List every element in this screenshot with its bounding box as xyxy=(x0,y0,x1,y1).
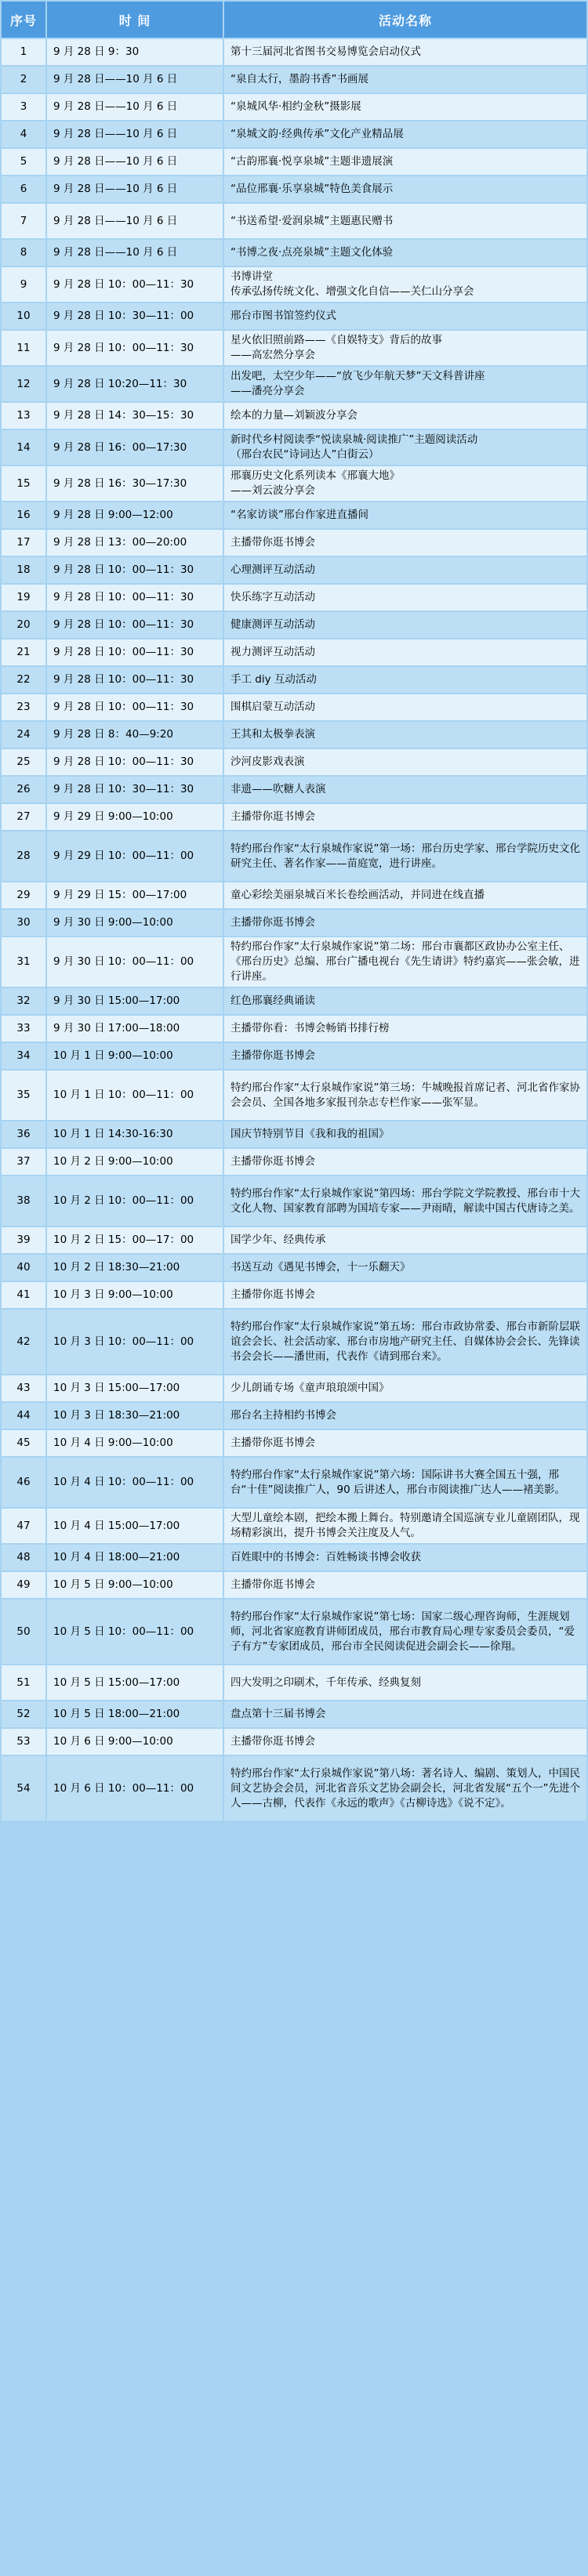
row-index: 14 xyxy=(2,430,45,465)
row-time: 9 月 28 日 8：40—9:20 xyxy=(47,722,223,748)
row-index: 41 xyxy=(2,1282,45,1308)
row-time: 9 月 28 日 13：00—20:00 xyxy=(47,530,223,556)
row-time: 10 月 5 日 15:00—17:00 xyxy=(47,1665,223,1700)
row-index: 21 xyxy=(2,639,45,665)
row-time: 9 月 29 日 15：00—17:00 xyxy=(47,882,223,908)
row-activity: 新时代乡村阅读季“悦读泉城·阅读推广”主题阅读活动 （邢台农民“诗词达人”白街云） xyxy=(224,430,586,465)
row-index: 52 xyxy=(2,1701,45,1727)
row-index: 33 xyxy=(2,1016,45,1042)
row-index: 28 xyxy=(2,831,45,881)
row-activity: 百姓眼中的书博会：百姓畅谈书博会收获 xyxy=(224,1545,586,1571)
row-activity: 主播带你逛书博会 xyxy=(224,1572,586,1598)
row-time: 10 月 3 日 10：00—11：00 xyxy=(47,1310,223,1374)
row-activity: “名家访谈”邢台作家进直播间 xyxy=(224,502,586,528)
row-time: 9 月 30 日 10：00—11：00 xyxy=(47,937,223,987)
row-time: 10 月 1 日 14:30-16:30 xyxy=(47,1121,223,1147)
row-index: 46 xyxy=(2,1458,45,1507)
row-time: 9 月 28 日——10 月 6 日 xyxy=(47,67,223,92)
row-index: 45 xyxy=(2,1430,45,1456)
row-activity: 出发吧，太空少年——“放飞少年航天梦”天文科普讲座 ——潘亮分享会 xyxy=(224,367,586,401)
row-activity: 主播带你看：书博会畅销书排行榜 xyxy=(224,1016,586,1042)
row-activity: “书送希望·爱润泉城”主题惠民赠书 xyxy=(224,204,586,238)
row-index: 1 xyxy=(2,39,45,65)
row-activity: 主播带你逛书博会 xyxy=(224,804,586,830)
row-activity: “泉城文韵·经典传承”文化产业精品展 xyxy=(224,121,586,147)
row-index: 51 xyxy=(2,1665,45,1700)
row-index: 38 xyxy=(2,1176,45,1226)
row-index: 6 xyxy=(2,176,45,202)
row-index: 49 xyxy=(2,1572,45,1598)
row-activity: 盘点第十三届书博会 xyxy=(224,1701,586,1727)
row-time: 9 月 28 日——10 月 6 日 xyxy=(47,240,223,266)
row-activity: 绘本的力量—刘颖波分享会 xyxy=(224,403,586,429)
row-time: 9 月 28 日 10：30—11：30 xyxy=(47,777,223,803)
header-activity: 活动名称 xyxy=(224,2,586,38)
row-time: 10 月 2 日 15：00—17：00 xyxy=(47,1227,223,1253)
row-activity: 特约邢台作家“太行泉城作家说”第六场：国际讲书大赛全国五十强，邢台“十佳”阅读推广人，90 后讲述人，邢台市阅读推广达人——褚美影。 xyxy=(224,1458,586,1507)
row-time: 9 月 28 日 10:20—11：30 xyxy=(47,367,223,401)
row-index: 31 xyxy=(2,937,45,987)
row-time: 9 月 28 日——10 月 6 日 xyxy=(47,176,223,202)
row-activity: 国学少年、经典传承 xyxy=(224,1227,586,1253)
row-index: 5 xyxy=(2,149,45,175)
row-activity: 主播带你逛书博会 xyxy=(224,1043,586,1069)
row-activity: 健康测评互动活动 xyxy=(224,612,586,638)
row-time: 10 月 3 日 18:30—21:00 xyxy=(47,1403,223,1429)
row-time: 10 月 4 日 18:00—21:00 xyxy=(47,1545,223,1571)
row-time: 9 月 28 日——10 月 6 日 xyxy=(47,204,223,238)
row-time: 9 月 28 日 9：30 xyxy=(47,39,223,65)
row-time: 9 月 28 日 16：30—17:30 xyxy=(47,466,223,501)
row-index: 48 xyxy=(2,1545,45,1571)
row-activity: 第十三届河北省图书交易博览会启动仪式 xyxy=(224,39,586,65)
header-time: 时 间 xyxy=(47,2,223,38)
row-index: 44 xyxy=(2,1403,45,1429)
row-index: 47 xyxy=(2,1509,45,1543)
row-activity: 特约邢台作家“太行泉城作家说”第四场：邢台学院文学院教授、邢台市十大文化人物、国家教育部聘为国培专家——尹雨晴，解读中国古代唐诗之美。 xyxy=(224,1176,586,1226)
row-activity: 主播带你逛书博会 xyxy=(224,1282,586,1308)
row-time: 10 月 3 日 9:00—10:00 xyxy=(47,1282,223,1308)
row-index: 12 xyxy=(2,367,45,401)
row-time: 10 月 5 日 9:00—10:00 xyxy=(47,1572,223,1598)
row-index: 18 xyxy=(2,557,45,583)
row-activity: 大型儿童绘本剧，把绘本搬上舞台。特别邀请全国巡演专业儿童剧团队，现场精彩演出，提升书博会关注度及人气。 xyxy=(224,1509,586,1543)
row-time: 9 月 30 日 17:00—18:00 xyxy=(47,1016,223,1042)
row-activity: 视力测评互动活动 xyxy=(224,639,586,665)
row-time: 10 月 2 日 18:30—21:00 xyxy=(47,1255,223,1281)
row-activity: 四大发明之印刷术，千年传承、经典复刻 xyxy=(224,1665,586,1700)
row-activity: 邢台市图书馆签约仪式 xyxy=(224,303,586,329)
row-time: 9 月 29 日 9:00—10:00 xyxy=(47,804,223,830)
row-activity: 围棋启蒙互动活动 xyxy=(224,694,586,720)
row-time: 9 月 28 日 16：00—17:30 xyxy=(47,430,223,465)
row-time: 10 月 4 日 10：00—11：00 xyxy=(47,1458,223,1507)
row-time: 9 月 28 日 10：30—11：00 xyxy=(47,303,223,329)
row-activity: “泉自太行，墨韵书香”书画展 xyxy=(224,67,586,92)
row-time: 9 月 28 日——10 月 6 日 xyxy=(47,94,223,120)
row-time: 9 月 28 日 10：00—11：30 xyxy=(47,612,223,638)
row-activity: 少儿朗诵专场《童声琅琅颂中国》 xyxy=(224,1375,586,1401)
row-activity: 红色邢襄经典诵读 xyxy=(224,988,586,1014)
row-index: 16 xyxy=(2,502,45,528)
row-activity: 书博讲堂 传承弘扬传统文化、增强文化自信——关仁山分享会 xyxy=(224,267,586,302)
row-index: 27 xyxy=(2,804,45,830)
row-index: 23 xyxy=(2,694,45,720)
row-time: 9 月 28 日 9:00—12:00 xyxy=(47,502,223,528)
row-index: 29 xyxy=(2,882,45,908)
row-activity: 快乐练字互动活动 xyxy=(224,585,586,610)
row-activity: 王其和太极拳表演 xyxy=(224,722,586,748)
row-time: 9 月 28 日 10：00—11：30 xyxy=(47,557,223,583)
row-index: 26 xyxy=(2,777,45,803)
row-index: 17 xyxy=(2,530,45,556)
row-index: 19 xyxy=(2,585,45,610)
row-time: 9 月 28 日 14：30—15：30 xyxy=(47,403,223,429)
row-time: 9 月 28 日——10 月 6 日 xyxy=(47,149,223,175)
row-index: 35 xyxy=(2,1071,45,1120)
row-activity: 特约邢台作家“太行泉城作家说”第五场：邢台市政协常委、邢台市新阶层联谊会会长、社会活动家、邢台市房地产研究主任、自媒体协会会长、先锋读书会会长——潘世雨，代表作《请到邢台来》。 xyxy=(224,1310,586,1374)
row-index: 8 xyxy=(2,240,45,266)
row-activity: 特约邢台作家“太行泉城作家说”第七场：国家二级心理咨询师，生涯规划师，河北省家庭教育讲师团成员，邢台市教育局心理专家委员会委员，“爱子有方”专家团成员，邢台市全民阅读促进会副会长——徐翔。 xyxy=(224,1600,586,1664)
row-activity: 主播带你逛书博会 xyxy=(224,1149,586,1175)
row-activity: 心理测评互动活动 xyxy=(224,557,586,583)
row-index: 42 xyxy=(2,1310,45,1374)
row-index: 50 xyxy=(2,1600,45,1664)
row-index: 54 xyxy=(2,1756,45,1821)
row-index: 9 xyxy=(2,267,45,302)
schedule-grid xyxy=(2,2,586,1821)
row-activity: 国庆节特别节目《我和我的祖国》 xyxy=(224,1121,586,1147)
row-activity: “品位邢襄·乐享泉城”特色美食展示 xyxy=(224,176,586,202)
row-index: 40 xyxy=(2,1255,45,1281)
row-index: 13 xyxy=(2,403,45,429)
row-index: 15 xyxy=(2,466,45,501)
row-index: 3 xyxy=(2,94,45,120)
row-activity: 星火依旧照前路——《自娱特支》背后的故事 ——高宏然分享会 xyxy=(224,331,586,365)
row-time: 9 月 30 日 9:00—10:00 xyxy=(47,910,223,936)
row-time: 10 月 2 日 9:00—10:00 xyxy=(47,1149,223,1175)
row-index: 39 xyxy=(2,1227,45,1253)
row-time: 10 月 5 日 18:00—21:00 xyxy=(47,1701,223,1727)
row-index: 22 xyxy=(2,667,45,693)
row-activity: 主播带你逛书博会 xyxy=(224,1729,586,1755)
row-activity: 童心彩绘美丽泉城百米长卷绘画活动，并同进在线直播 xyxy=(224,882,586,908)
row-index: 30 xyxy=(2,910,45,936)
row-activity: 邢台名主持相约书博会 xyxy=(224,1403,586,1429)
row-index: 53 xyxy=(2,1729,45,1755)
row-time: 9 月 28 日 10：00—11：30 xyxy=(47,267,223,302)
row-activity: “泉城风华·相约金秋”摄影展 xyxy=(224,94,586,120)
row-activity: 书送互动《遇见书博会，十一乐翻天》 xyxy=(224,1255,586,1281)
row-time: 10 月 3 日 15:00—17:00 xyxy=(47,1375,223,1401)
row-activity: 特约邢台作家“太行泉城作家说”第一场：邢台历史学家、邢台学院历史文化研究主任、著名作家——苗庭宽，进行讲座。 xyxy=(224,831,586,881)
row-time: 9 月 30 日 15:00—17:00 xyxy=(47,988,223,1014)
row-activity: 非遗——吹糖人表演 xyxy=(224,777,586,803)
row-index: 36 xyxy=(2,1121,45,1147)
row-time: 10 月 4 日 15:00—17:00 xyxy=(47,1509,223,1543)
row-index: 24 xyxy=(2,722,45,748)
row-activity: 特约邢台作家“太行泉城作家说”第二场：邢台市襄都区政协办公室主任、《邢台历史》总编、邢台广播电视台《先生请讲》特约嘉宾——张会敏，进行讲座。 xyxy=(224,937,586,987)
row-activity: 主播带你逛书博会 xyxy=(224,910,586,936)
row-activity: 特约邢台作家“太行泉城作家说”第八场：著名诗人、编剧、策划人，中国民间文艺协会会员，河北省音乐文艺协会副会长，河北省发展“五个一”先进个人——古柳，代表作《永远的歌声》《古柳诗选》《说不定》。 xyxy=(224,1756,586,1821)
row-time: 9 月 28 日 10：00—11：30 xyxy=(47,694,223,720)
row-activity: 沙河皮影戏表演 xyxy=(224,749,586,775)
row-time: 10 月 6 日 10：00—11：00 xyxy=(47,1756,223,1821)
row-index: 10 xyxy=(2,303,45,329)
row-time: 10 月 4 日 9:00—10:00 xyxy=(47,1430,223,1456)
row-time: 9 月 29 日 10：00—11：00 xyxy=(47,831,223,881)
row-activity: 主播带你逛书博会 xyxy=(224,1430,586,1456)
row-index: 34 xyxy=(2,1043,45,1069)
row-index: 20 xyxy=(2,612,45,638)
row-index: 25 xyxy=(2,749,45,775)
row-time: 9 月 28 日——10 月 6 日 xyxy=(47,121,223,147)
row-time: 10 月 6 日 9:00—10:00 xyxy=(47,1729,223,1755)
row-index: 2 xyxy=(2,67,45,92)
row-activity: “书博之夜·点亮泉城”主题文化体验 xyxy=(224,240,586,266)
row-time: 9 月 28 日 10：00—11：30 xyxy=(47,639,223,665)
row-activity: 主播带你逛书博会 xyxy=(224,530,586,556)
row-index: 7 xyxy=(2,204,45,238)
row-index: 32 xyxy=(2,988,45,1014)
row-time: 10 月 1 日 9:00—10:00 xyxy=(47,1043,223,1069)
row-index: 43 xyxy=(2,1375,45,1401)
row-activity: 邢襄历史文化系列读本《邢襄大地》 ——刘云波分享会 xyxy=(224,466,586,501)
row-activity: 手工 diy 互动活动 xyxy=(224,667,586,693)
row-time: 9 月 28 日 10：00—11：30 xyxy=(47,331,223,365)
row-index: 11 xyxy=(2,331,45,365)
row-time: 10 月 1 日 10：00—11：00 xyxy=(47,1071,223,1120)
row-index: 4 xyxy=(2,121,45,147)
row-time: 10 月 5 日 10：00—11：00 xyxy=(47,1600,223,1664)
row-time: 9 月 28 日 10：00—11：30 xyxy=(47,749,223,775)
row-time: 9 月 28 日 10：00—11：30 xyxy=(47,585,223,610)
header-index: 序号 xyxy=(2,2,45,38)
row-time: 9 月 28 日 10：00—11：30 xyxy=(47,667,223,693)
row-activity: “古韵邢襄·悦享泉城”主题非遗展演 xyxy=(224,149,586,175)
row-index: 37 xyxy=(2,1149,45,1175)
row-time: 10 月 2 日 10：00—11：00 xyxy=(47,1176,223,1226)
row-activity: 特约邢台作家“太行泉城作家说”第三场：牛城晚报首席记者、河北省作家协会会员、全国各地多家报刊杂志专栏作家——张军显。 xyxy=(224,1071,586,1120)
